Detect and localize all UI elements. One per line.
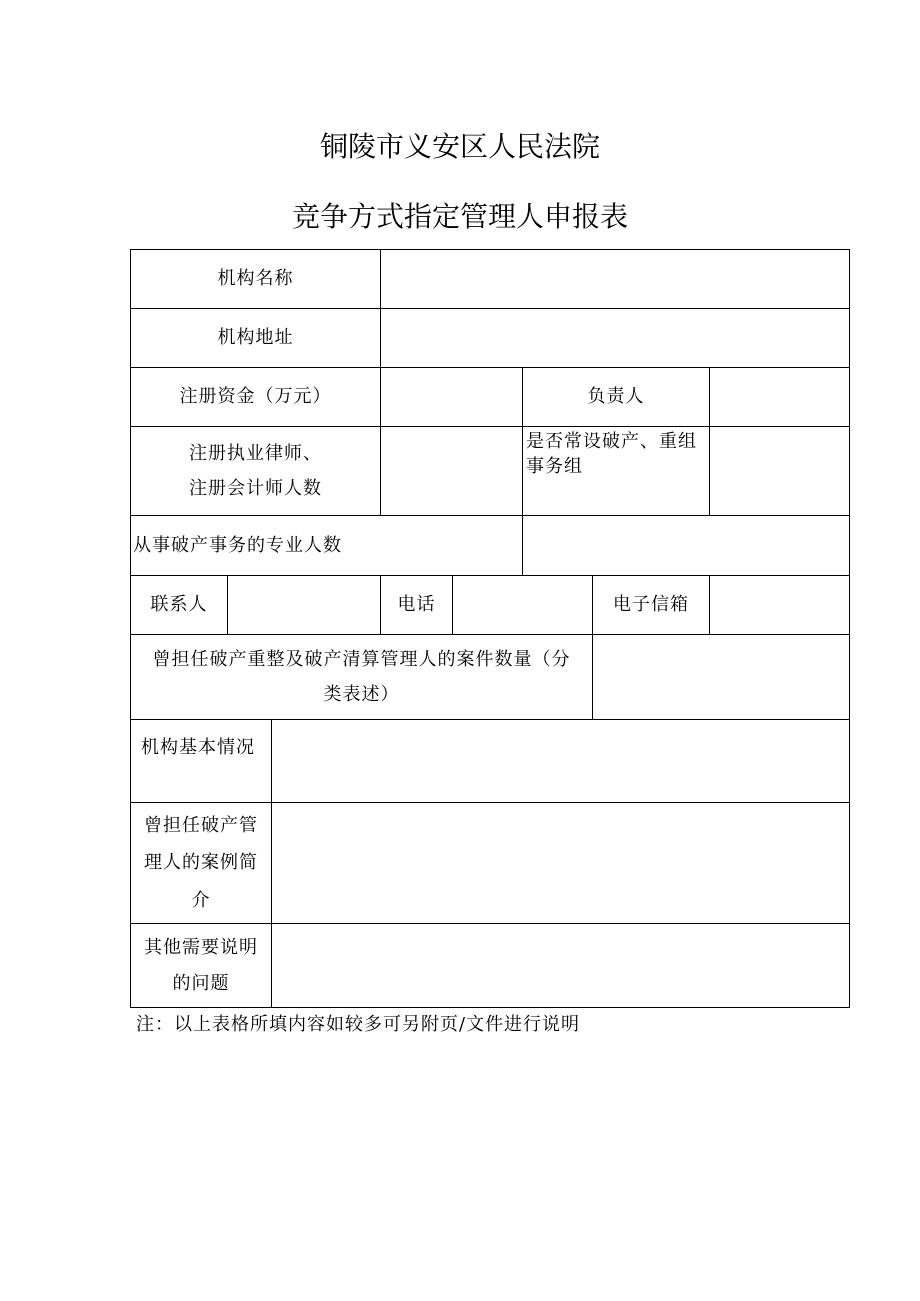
- basic-info-label: 机构基本情况: [130, 719, 272, 803]
- org-name-label: 机构名称: [130, 249, 381, 309]
- person-in-charge-field[interactable]: [709, 367, 850, 427]
- basic-info-field[interactable]: [271, 719, 850, 803]
- email-field[interactable]: [709, 575, 850, 635]
- registered-staff-line1: 注册执业律师、: [189, 442, 322, 464]
- other-line1: 其他需要说明: [144, 937, 258, 959]
- other-line2: 的问题: [172, 972, 230, 994]
- org-address-label: 机构地址: [130, 308, 381, 368]
- case-examples-line3: 介: [191, 889, 211, 911]
- professional-count-field[interactable]: [522, 515, 850, 576]
- case-count-label: [130, 634, 593, 720]
- registered-capital-label: 注册资金（万元）: [130, 367, 381, 427]
- bankruptcy-team-label: 是否常设破产、重组事务组: [522, 426, 710, 516]
- other-issues-label: [130, 923, 272, 1008]
- professional-count-label: 从事破产事务的专业人数: [130, 515, 523, 576]
- phone-field[interactable]: [452, 575, 593, 635]
- contact-field[interactable]: [227, 575, 381, 635]
- case-count-field[interactable]: [592, 634, 850, 720]
- phone-label: 电话: [380, 575, 453, 635]
- registered-staff-label: [130, 426, 381, 516]
- case-examples-line2: 理人的案例简: [144, 852, 258, 874]
- court-name-heading: 铜陵市义安区人民法院: [319, 130, 600, 163]
- contact-label: 联系人: [130, 575, 228, 635]
- case-count-line1: 曾担任破产重整及破产清算管理人的案件数量（分: [152, 648, 571, 670]
- form-title-heading: 竞争方式指定管理人申报表: [291, 200, 628, 233]
- bankruptcy-team-field[interactable]: [709, 426, 850, 516]
- footnote: 注：以上表格所填内容如较多可另附页/文件进行说明: [136, 1014, 581, 1035]
- case-examples-label: [130, 802, 272, 924]
- org-address-field[interactable]: [380, 308, 850, 368]
- case-examples-field[interactable]: [271, 802, 850, 924]
- case-count-line2: 类表述）: [323, 684, 400, 705]
- registered-capital-field[interactable]: [380, 367, 523, 427]
- other-issues-field[interactable]: [271, 923, 850, 1008]
- case-examples-line1: 曾担任破产管: [144, 814, 258, 836]
- email-label: 电子信箱: [592, 575, 710, 635]
- person-in-charge-label: 负责人: [522, 367, 710, 427]
- org-name-field[interactable]: [380, 249, 850, 309]
- registered-staff-line2: 注册会计师人数: [189, 478, 322, 499]
- registered-staff-field[interactable]: [380, 426, 523, 516]
